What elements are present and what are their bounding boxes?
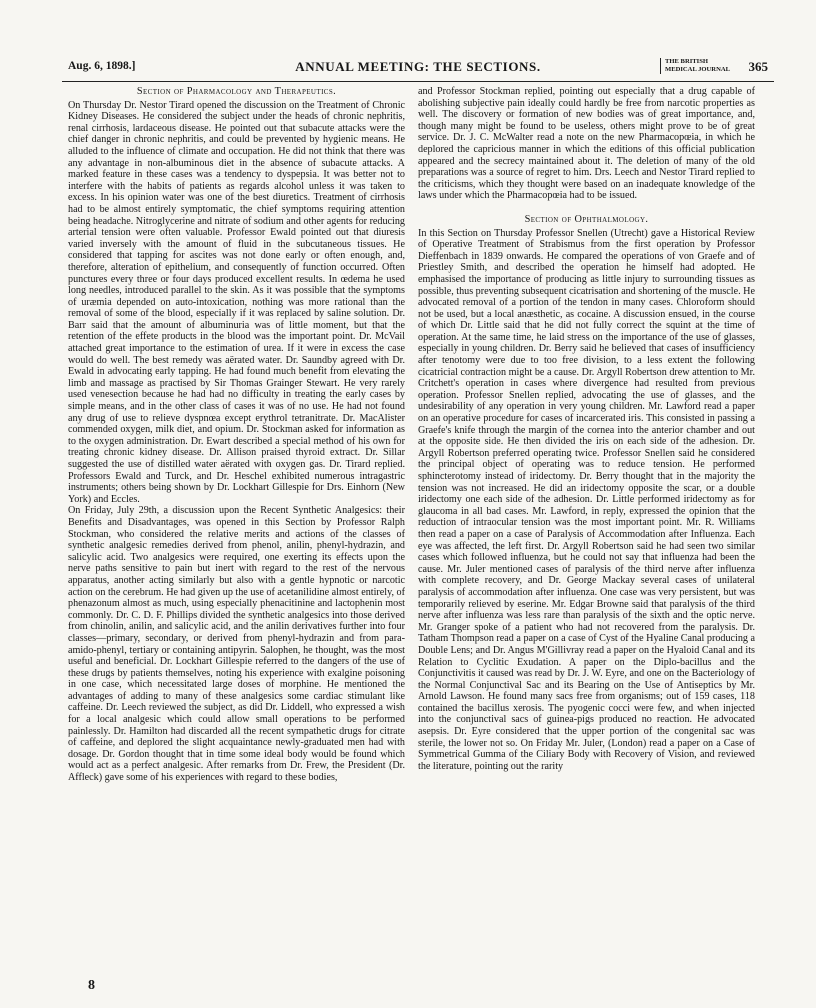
issue-date: Aug. 6, 1898.] — [68, 60, 136, 72]
section-spacer — [418, 202, 755, 214]
journal-name — [660, 58, 730, 74]
section-heading-pharmacology: Section of Pharmacology and Therapeutics. — [136, 86, 337, 97]
paragraph-ophthalmology: In this Section on Thursday Professor Snellen (Utrecht) gave a Historical Review of Operative Treatment of Strabismus from the first operation by Professor Dieffenbach in 1839 onwards. He compared the operations of von Graefe and of Priestley Smith, and described the operation he himself had adopted. He emphasised the importance of producing as little injury to surrounding tissues as possible, thus preventing subsequent cicatrisation and shortening of the muscle. He advocated removal of a portion of the tendon in many cases. Chloroform should not be used, but a local anæsthetic, as cocaine. A discussion ensued, in the course of which Dr. Little said that he did not fully correct the squint at the time of operation. At the same time, he laid stress on the importance of the use of glasses, especially in young children. Dr. Berry said he believed that cases of insufficiency after tenotomy were due to too free division, to a less extent the following cicatricial contraction might be a cause. Dr. Argyll Robertson drew attention to Mr. Critchett's operation in cases where divergence had resulted from previous operation. Professor Snellen replied, advocating the use of glasses, and the undesirability of any operation in very young children. Mr. Lawford read a paper on an operative procedure for cases of incarcerated iris. This consisted in passing a Graefe's knife through the margin of the cornea into the anterior chamber and out at the opposite side. He then divided the iris on each side of the adhesion. Dr. Argyll Robertson preferred operating twice. Professor Snellen said he considered the principal object of operating was to reduce tension. He performed sphincterotomy instead of iridectomy. Dr. Berry thought that in the majority the tension was not increased. He did an iridectomy opposite the scar, or a double iridectomy one each side of the adhesion. Dr. Little performed iridectomy as for glaucoma in all bad cases. Mr. Lawford, in reply, expressed the opinion that the reduction of intraocular tension was the most important point. Mr. R. Williams then read a paper on a case of Paralysis of Accommodation after Influenza. Each eye was affected, the left first. Dr. Argyll Robertson said he had seen two similar cases which followed influenza, but he could not say that influenza had been the cause. Mr. Juler mentioned cases of paralysis of the third nerve after influenza with complete recovery, and Dr. George Mackay several cases of unilateral paralysis of accommodation after influenza. One case was very persistent, but was temporarily relieved by eserine. Mr. Edgar Browne said that paralysis of the third nerve after influenza was less rare than paralysis of the sixth and the optic nerve. Mr. Granger spoke of a patient who had not recovered from the paralysis. Dr. Tatham Thompson read a paper on a case of Cyst of the Hyaline Canal producing a Double Lens; and Dr. Angus M'Gillivray read a paper on the Hyaloid Canal and its Relation to Cyclitic Exudation. A paper on the Diplo-bacillus and the Conjunctivitis it caused was read by Dr. J. W. Eyre, and one on the Bacteriology of the Normal Conjunctival Sac and its Bearing on the Use of Antiseptics by Mr. Arnold Lawson. He found many sacs free from organisms; out of 159 cases, 118 contained the bacillus xerosis. The pyogenic cocci were few, and when injected into the conjunctival sacs of guinea-pigs produced no reaction. He advocated asepsis. Dr. Eyre considered that the upper portion of the congenital sac was sterile, the lower not so. On Friday Mr. Juler, (London) read a paper on a Case of Symmetrical Gumma of the Ciliary Body with Recovery of Vision, and reviewed the literature, pointing out the rarity — [418, 227, 755, 772]
paragraph-kidney-diseases: On Thursday Dr. Nestor Tirard opened the discussion on the Treatment of Chronic Kidney Diseases. He considered the subject under the heads of chronic nephritis, renal cirrhosis, lardaceous disease. He pointed out that subacute attacks were the chief danger in chronic nephritis, and could be prevented by hygienic means. He alluded to the influence of climate and occupation. He did not think that there was any advantage in non-albuminous diet in the absence of subacute attacks. A marked feature in these cases was a tendency to dyspepsia. It was better not to interfere with the habits of patients as regards alcohol unless it was taken to excess. In his opinion water was one of the best diuretics. Treatment of cirrhosis had to be almost entirely symptomatic, the chief symptoms requiring attention being headache. Nitroglycerine and nitrate of sodium and other agents for reducing arterial tension were often valuable. Professor Ewald pointed out that diuresis varied inversely with the amount of fluid in the subcutaneous tissues. He considered that tapping for ascites was not done early or often enough, and, therefore, alteration of epithelium, and consequently of function occurred. Often punctures every three or four days produced excellent results. In œdema he used long needles, introduced parallel to the skin. As it was possible that the symptoms of uræmia depended on auto-intoxication, nothing was more rational than the removal of some of the blood, especially if it was replaced by saline solution. Dr. Barr said that the amount of albuminuria was of little moment, but that the retention of the effete products in the blood was the important point. Dr. McVail attached great importance to the estimation of urea. If it were in excess the case would do well. The best remedy was aërated water. Dr. Saundby agreed with Dr. Ewald in advocating early tapping. He had found much benefit from elevating the limb and massage as practised by Sir Thomas Grainger Stewart. He very rarely used venesection because he had had no difficulty in treating the early cases by simple means, and in the other class of cases it was of no use. He had not found any drug of use to relieve dyspnœa except erythrol tetranitrate. Dr. MacAlister commended oxygen, milk diet, and opium. Dr. Stockman asked for information as to the oxygen administration. Dr. Ewart described a special method of his own for treating chronic kidney disease. Dr. Allison praised thyroid extract. Dr. Sillar suggested the use of distilled water aërated with oxygen gas. Dr. Tirard replied. Professors Ewald and Turck, and Dr. Heschel exhibited numerous intragastric instruments; others being shown by Dr. Lockhart Gillespie for Drs. Einhorn (New York) and Eccles. — [68, 99, 405, 505]
right-column — [418, 86, 755, 772]
paragraph-analgesics-continued: and Professor Stockman replied, pointing out especially that a drug capable of abolishing subjective pain ideally could hardly be free from narcotic properties as well. The discovery or formation of new bodies was of great importance, and, though many might be found to be useless, others might prove to be of great service. Dr. J. C. McWalter read a note on the new Pharmacopœia, in which he deplored the capricious manner in which the editions of this official publication appeared and the secrecy maintained about it. The deletion of many of the old preparations was a source of regret to him. Drs. Leech and Nestor Tirard replied to the criticisms, which they thought were based on an inadequate knowledge of the laws under which the Pharmacopœia had to be issued. — [418, 86, 755, 202]
section-heading-ophthalmology: Section of Ophthalmology. — [524, 213, 649, 225]
signature-mark: 8 — [88, 978, 95, 993]
running-title: ANNUAL MEETING: THE SECTIONS. — [295, 59, 541, 74]
page-number: 365 — [748, 59, 768, 74]
journal-name-line1: THE BRITISH — [664, 58, 709, 65]
left-column — [68, 86, 405, 784]
running-header — [62, 56, 774, 82]
paragraph-synthetic-analgesics: On Friday, July 29th, a discussion upon the Recent Synthetic Analgesics: their Benefits and Disadvantages, was opened in this Section by Professor Ralph Stockman, who considered the relative merits and actions of the classes of synthetic analgesic remedies derived from phenol, anilin, phenyl-hydrazin, and salicylic acid. Two analgesics were required, one exerting its effects upon the nerve paths sensitive to pain but inert with regard to the rest of the nervous apparatus, another acting similarly but also with a gentle hypnotic or narcotic action on the cerebrum. He had given up the use of acetanilidine almost entirely, of phenazonum almost as much, using especially phenacitinine and lactophenin most commonly. Dr. C. D. F. Phillips divided the synthetic analgesics into those derived from chinolin, anilin, and salicylic acid, and the anilin derivatives further into four classes—primary, secondary, or derived from phenyl-hydrazin and from para-amido-phenyl, tertiary or containing antipyrin. Salophen, he thought, was the most useful and beneficial. Dr. Lockhart Gillespie referred to the dangers of the use of these drugs by patients themselves, noting his experience with exalgine poisoning in one case, which necessitated large doses of morphine. He mentioned the advantages of adding to many of these analgesics some cardiac stimulant like caffeine. Dr. Leech reviewed the subject, as did Dr. Liddell, who expressed a wish for a local analgesic which could allow small operations to be performed painlessly. Dr. Hamilton had discarded all the recent sympathetic drugs for citrate of caffeine, and deplored the slight acquaintance newly-graduated men had with dosage. Dr. Gordon thought that in time some ideal body would be found which would act as a perfect analgesic. After remarks from Dr. Frew, the President (Dr. Affleck) gave some of his experiences with regard to these bodies, — [68, 505, 405, 784]
journal-name-line2: MEDICAL JOURNAL — [664, 66, 730, 73]
